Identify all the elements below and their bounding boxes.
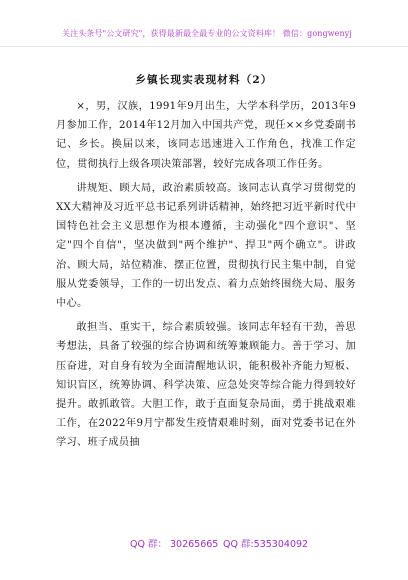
top-banner — [0, 0, 408, 47]
footer-qq-group-left: QQ 群： 30265665 — [130, 539, 219, 550]
document-body — [56, 97, 356, 458]
paragraph-intro: ×，男，汉族，1991年9月出生，大学本科学历，2013年9月参加工作，2014年12月加入中国共产党，现任××乡党委副书记、乡长。换届以来，该同志迅速进入工作角色，找准工作定位，贯彻执行上级各项决策部署，较好完成各项工作任务。 — [56, 101, 356, 170]
paragraph-political-quality: 讲规矩、顾大局，政治素质较高。该同志认真学习贯彻党的XX大精神及习近平总书记系列讲话精神，始终把习近平新时代中国特色社会主义思想作为根本遵循，主动强化"四个意识"、坚定"四个自信"，坚决做到"两个维护"、捍卫"两个确立"。讲政治、顾大局，站位精准、摆正位置，贯彻执行民主集中制，自觉服从党委领导，工作的一切出发点、着力点始终围绕大局、服务中心。 — [56, 182, 356, 310]
document-title: 乡镇长现实表现材料（2） — [135, 74, 273, 86]
banner-text: 关注头条号"公文研究"，获得最新最全最专业的公文资料库！ 微信：gongwenyj — [62, 29, 352, 38]
footer-qq-group-right: QQ 群:535304092 — [223, 539, 309, 550]
paragraph-comprehensive-quality: 敢担当、重实干，综合素质较强。该同志年轻有干劲，善思考想法，具备了较强的综合协调和统筹兼顾能力。善于学习、加压奋进，对自身有较为全面清醒地认识，能积极补齐能力短板、知识盲区，统筹协调、科学决策、应急处突等综合能力得到较好提升。敢抓敢管。大胆工作，敢于直面复杂局面，勇于挑战艰难工作，在2022年9月宁都发生疫情艰难时刻，面对党委书记在外学习、班子成员抽 — [56, 322, 356, 449]
footer — [0, 536, 408, 554]
